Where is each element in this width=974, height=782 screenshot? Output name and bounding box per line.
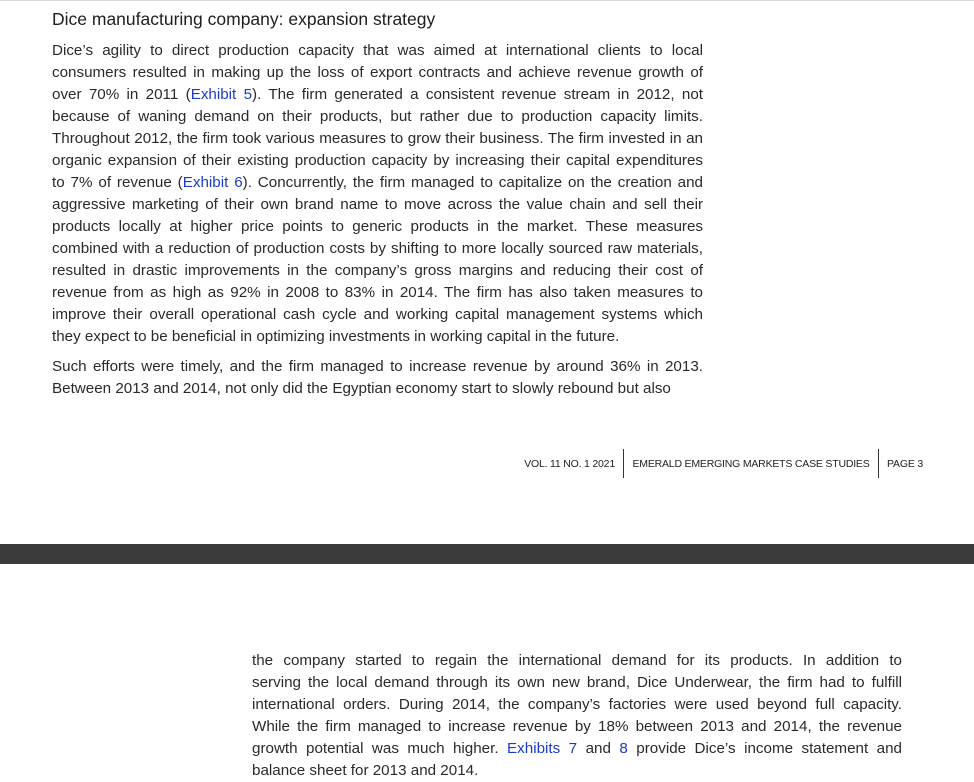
text-line: While the firm managed to increase revenue by 18% between 2013 and 2014, the revenue bbox=[252, 718, 902, 735]
text-line: because of waning demand on their products, but rather due to production capacity limits. bbox=[52, 108, 703, 125]
text-line: aggressive marketing of their own brand name to move across the value chain and sell their bbox=[52, 196, 703, 213]
text-line: resulted in drastic improvements in the company’s gross margins and reducing their cost of bbox=[52, 262, 703, 279]
text-line: international orders. During 2014, the company’s factories were used beyond full capacity. bbox=[252, 696, 902, 713]
text-line: Between 2013 and 2014, not only did the Egyptian economy start to slowly rebound but also bbox=[52, 380, 671, 397]
text-line: they expect to be beneficial in optimizing investments in working capital in the future. bbox=[52, 328, 620, 345]
text-line: to 7% of revenue (Exhibit 6). Concurrently, the firm managed to capitalize on the creation and bbox=[52, 174, 703, 191]
footer-volume: VOL. 11 NO. 1 2021 bbox=[524, 457, 615, 470]
text-line: serving the local demand through its own new brand, Dice Underwear, the firm had to fulfill bbox=[252, 674, 902, 691]
text-line: growth potential was much higher. Exhibits 7 and 8 provide Dice’s income statement and bbox=[252, 740, 902, 757]
page-4-text-column bbox=[252, 650, 902, 782]
exhibit-link[interactable]: Exhibit 5 bbox=[190, 86, 253, 103]
text-line: balance sheet for 2013 and 2014. bbox=[252, 762, 479, 779]
paragraph-1 bbox=[52, 40, 703, 348]
exhibit-link[interactable]: Exhibit 6 bbox=[182, 174, 243, 191]
footer-journal: EMERALD EMERGING MARKETS CASE STUDIES bbox=[632, 457, 870, 470]
footer-divider bbox=[878, 449, 880, 478]
paragraph-2 bbox=[52, 356, 703, 400]
text-line: Such efforts were timely, and the firm managed to increase revenue by around 36% in 2013. bbox=[52, 358, 703, 375]
text-line: revenue from as high as 92% in 2008 to 83% in 2014. The firm has also taken measures to bbox=[52, 284, 703, 301]
text-line: organic expansion of their existing production capacity by increasing their capital expenditures bbox=[52, 152, 703, 169]
text-line: products locally at higher price points to generic products in the market. These measures bbox=[52, 218, 703, 235]
paragraph-3 bbox=[252, 650, 902, 782]
top-rule bbox=[0, 0, 974, 1]
text-line: consumers resulted in making up the loss of export contracts and achieve revenue growth of bbox=[52, 64, 703, 81]
footer-divider bbox=[623, 449, 625, 478]
exhibit-link[interactable]: Exhibits 7 bbox=[507, 740, 578, 757]
text-line: Throughout 2012, the firm took various measures to grow their business. The firm invested in an bbox=[52, 130, 703, 147]
page-separator bbox=[0, 544, 974, 564]
exhibit-link[interactable]: 8 bbox=[619, 740, 628, 757]
section-heading: Dice manufacturing company: expansion strategy bbox=[52, 9, 436, 29]
text-line: Dice’s agility to direct production capacity that was aimed at international clients to local bbox=[52, 42, 703, 59]
text-line: combined with a reduction of production costs by shifting to more locally sourced raw materials, bbox=[52, 240, 703, 257]
footer-page-number: PAGE 3 bbox=[887, 457, 923, 470]
page-3-text-column bbox=[52, 40, 703, 400]
text-line: over 70% in 2011 (Exhibit 5). The firm generated a consistent revenue stream in 2012, not bbox=[52, 86, 703, 103]
page-footer bbox=[524, 449, 923, 478]
text-line: the company started to regain the international demand for its products. In addition to bbox=[252, 652, 902, 669]
text-line: improve their overall operational cash cycle and working capital management systems which bbox=[52, 306, 703, 323]
